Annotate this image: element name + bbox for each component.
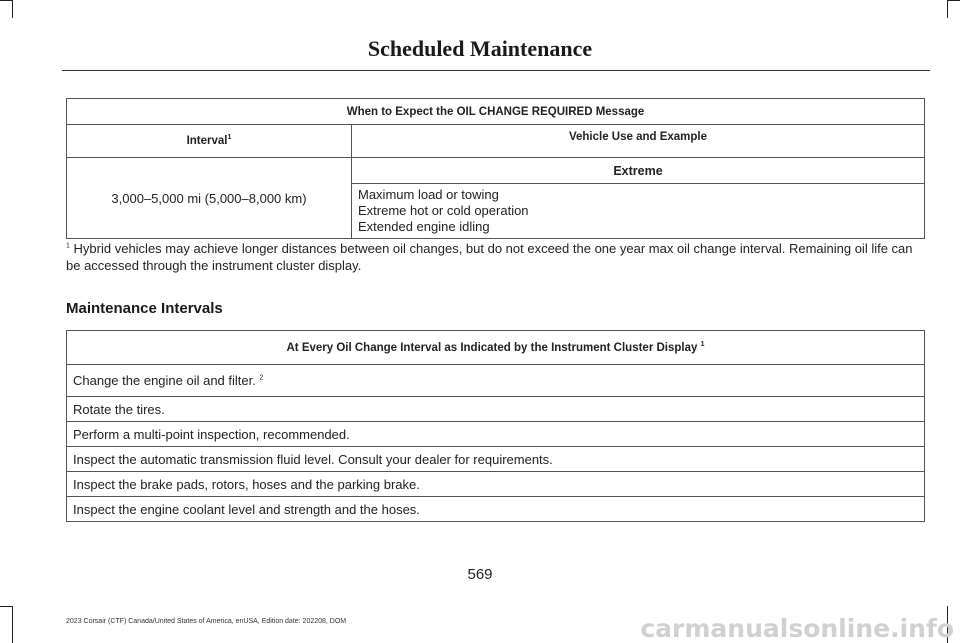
watermark: carmanualsonline.info <box>640 614 954 643</box>
column-header-vehicle-use: Vehicle Use and Example <box>352 125 925 158</box>
column-header-interval: Interval$^1$ <box>67 125 352 158</box>
table-row: Rotate the tires. <box>67 397 925 422</box>
table-row: Inspect the automatic transmission fluid level. Consult your dealer for requirements. <box>67 447 925 472</box>
page-number: 569 <box>467 566 493 583</box>
section-heading: Maintenance Intervals <box>66 300 223 317</box>
footnote <box>66 240 926 274</box>
list-item: Extended engine idling <box>358 219 490 234</box>
list-item: Extreme hot or cold operation <box>358 203 529 218</box>
crop-mark <box>0 606 12 607</box>
page-title: Scheduled Maintenance <box>367 36 593 61</box>
list-item: Maximum load or towing <box>358 187 499 202</box>
edition-info: 2023 Corsair (CTF) Canada/United States of America, enUSA, Edition date: 202208, DOM <box>66 618 347 625</box>
crop-mark <box>12 606 13 643</box>
maintenance-intervals-table <box>66 330 925 522</box>
footnote-text: Hybrid vehicles may achieve longer distances between oil changes, but do not exceed the one year max oil change interval. Remaining oil life can be accessed through the instrument cluster display. <box>66 241 913 273</box>
crop-mark <box>0 0 12 1</box>
crop-mark <box>947 0 960 1</box>
interval-value: 3,000–5,000 mi (5,000–8,000 km) <box>67 158 352 239</box>
table-header: At Every Oil Change Interval as Indicated by the Instrument Cluster Display $^1$ <box>67 331 925 365</box>
table-row: Change the engine oil and filter. $^2$ <box>67 365 925 397</box>
title-divider <box>62 70 930 71</box>
footnote-marker: 1 <box>66 242 70 250</box>
oil-change-message-table <box>66 98 925 239</box>
table-row: Inspect the brake pads, rotors, hoses and the parking brake. <box>67 472 925 497</box>
table-row: Inspect the engine coolant level and strength and the hoses. <box>67 497 925 522</box>
table-title: When to Expect the OIL CHANGE REQUIRED Message <box>67 99 925 125</box>
crop-mark <box>947 0 948 18</box>
crop-mark <box>12 0 13 18</box>
use-category: Extreme <box>352 158 925 184</box>
use-examples <box>352 184 925 239</box>
table-row: Perform a multi-point inspection, recommended. <box>67 422 925 447</box>
